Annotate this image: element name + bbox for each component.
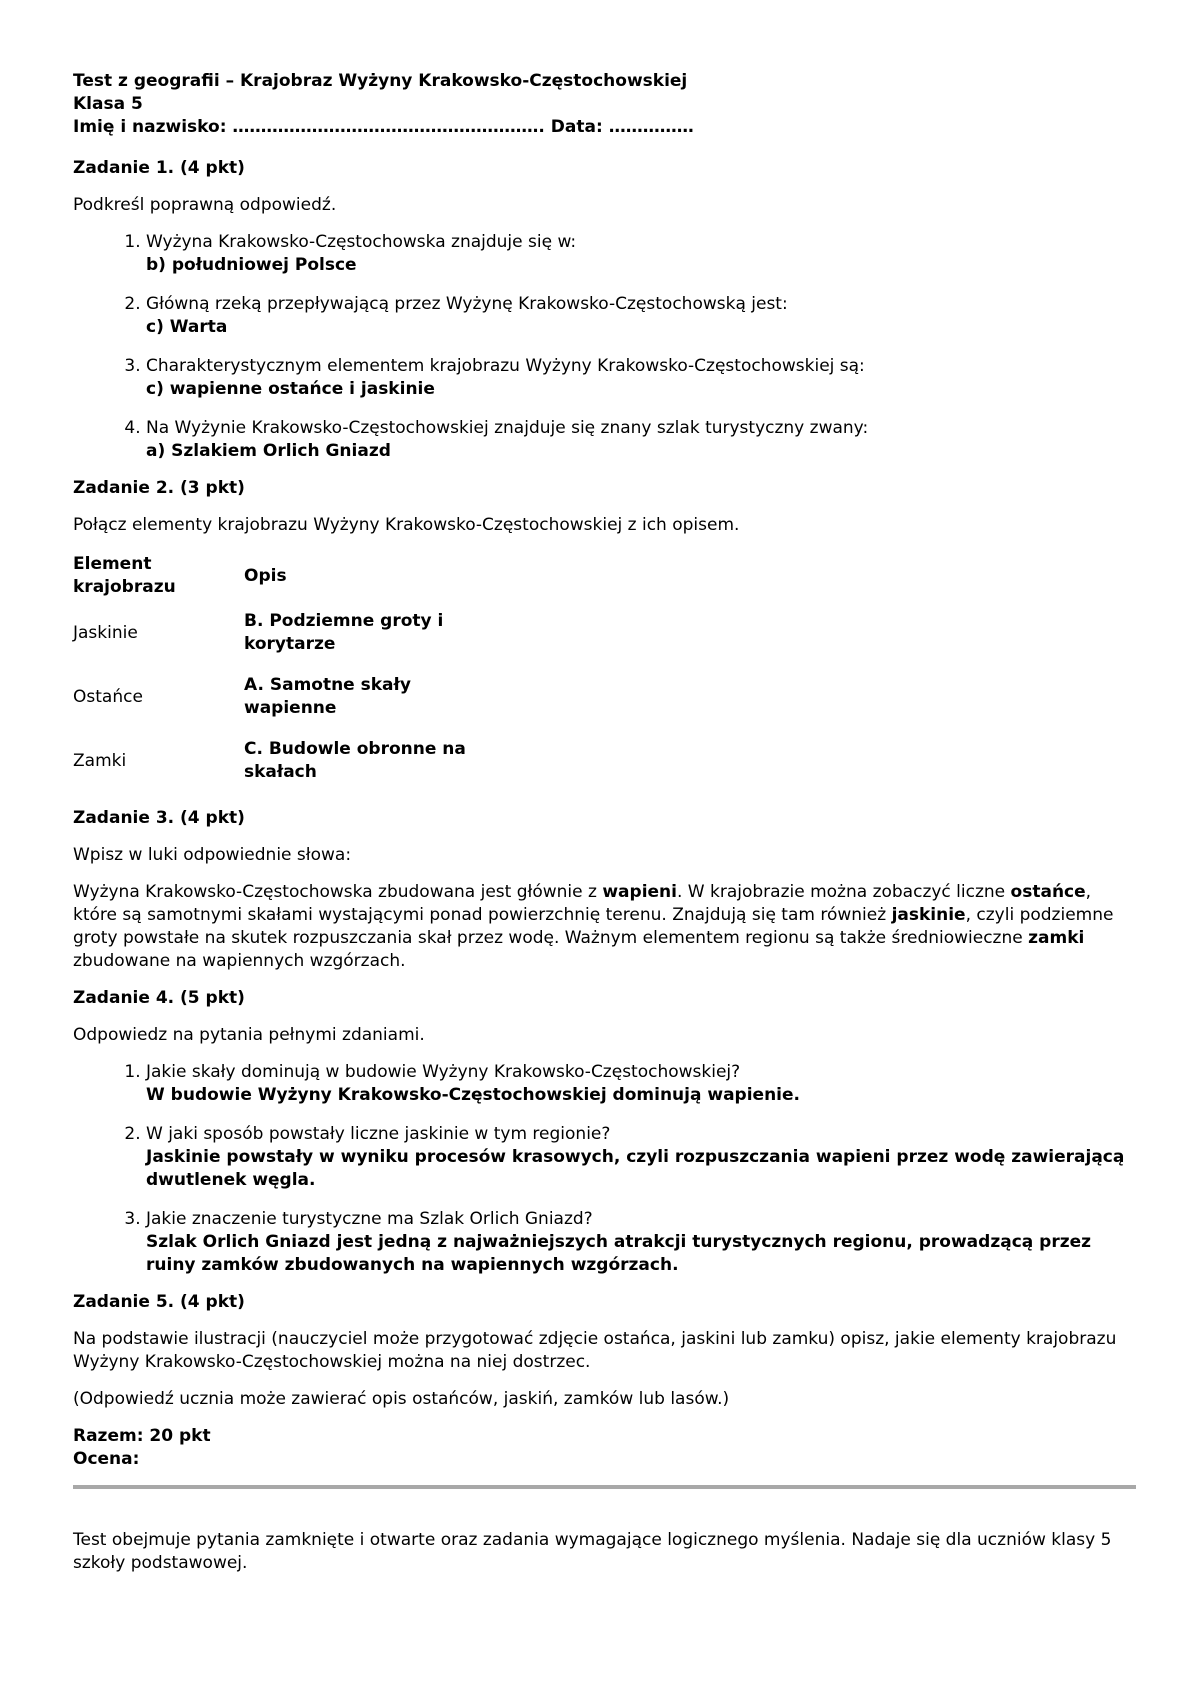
list-item: [146, 293, 1136, 339]
table-cell-element: Zamki: [73, 750, 127, 771]
task4-instruction: Odpowiedz na pytania pełnymi zdaniami.: [73, 1025, 425, 1045]
table-cell-description: C. Budowle obronne na skałach: [244, 739, 466, 782]
task1-instruction: Podkreśl poprawną odpowiedź.: [73, 195, 337, 215]
task4-answer-2: Jaskinie powstały w wyniku procesów krasowych, czyli rozpuszczania wapieni przez wodę zawierającą dwutlenek węgla.: [146, 1147, 1125, 1190]
cloze-text-part: zbudowane na wapiennych wzgórzach.: [73, 951, 406, 971]
task1-question-4: 4. Na Wyżynie Krakowsko-Częstochowskiej znajduje się znany szlak turystyczny zwany:: [146, 418, 869, 438]
horizontal-divider: [73, 1485, 1136, 1489]
task3-heading: Zadanie 3. (4 pkt): [73, 808, 245, 828]
task1-list: [73, 231, 1136, 463]
cloze-text-part: , czyli podziemne groty powstałe na skutek rozpuszczania skał przez wodę. Ważnym elementem regionu są także średniowieczne: [73, 905, 1114, 948]
list-item: [146, 1061, 1136, 1107]
total-points: Razem: 20 pkt: [73, 1426, 211, 1446]
score-summary: [73, 1425, 1136, 1471]
task3-instruction: Wpisz w luki odpowiednie słowa:: [73, 845, 352, 865]
task4-question-2: 2. W jaki sposób powstały liczne jaskinie w tym regionie?: [146, 1124, 611, 1144]
list-item: [146, 1208, 1136, 1277]
table-row: [71, 729, 486, 793]
list-item: [146, 355, 1136, 401]
cloze-text-part: . W krajobrazie można zobaczyć liczne: [676, 882, 1011, 902]
grade-label: Ocena:: [73, 1449, 140, 1469]
column-header-description: Opis: [244, 565, 287, 586]
matching-table: [71, 551, 486, 793]
footer-note: Test obejmuje pytania zamknięte i otwarte oraz zadania wymagające logicznego myślenia. Nadaje się dla uczniów klasy 5 szkoły podstawowej.: [73, 1530, 1112, 1573]
task2-heading: Zadanie 2. (3 pkt): [73, 478, 245, 498]
table-cell-description: B. Podziemne groty i korytarze: [244, 611, 444, 654]
task1-question-2: 2. Główną rzeką przepływającą przez Wyżynę Krakowsko-Częstochowską jest:: [146, 294, 788, 314]
class-label: Klasa 5: [73, 94, 143, 114]
table-row: [71, 601, 486, 665]
list-item: [146, 417, 1136, 463]
task4-answer-3: Szlak Orlich Gniazd jest jedną z najważniejszych atrakcji turystycznych regionu, prowadzącą przez ruiny zamków zbudowanych na wapiennych wzgórzach.: [146, 1232, 1092, 1275]
table-cell-description: A. Samotne skały wapienne: [244, 675, 411, 718]
table-cell-element: Jaskinie: [73, 622, 138, 643]
task1-answer-4: a) Szlakiem Orlich Gniazd: [146, 441, 391, 461]
task1-question-3: 3. Charakterystycznym elementem krajobrazu Wyżyny Krakowsko-Częstochowskiej są:: [146, 356, 865, 376]
table-header-row: [71, 551, 486, 601]
cloze-text-part: Wyżyna Krakowsko-Częstochowska zbudowana jest głównie z: [73, 882, 603, 902]
task1-answer-3: c) wapienne ostańce i jaskinie: [146, 379, 435, 399]
column-header-element: Element krajobrazu: [73, 554, 176, 597]
cloze-answer-wapieni: wapieni: [602, 882, 677, 902]
task5-note: (Odpowiedź ucznia może zawierać opis ostańców, jaskiń, zamków lub lasów.): [73, 1389, 730, 1409]
list-item: [146, 231, 1136, 277]
task5-instruction: Na podstawie ilustracji (nauczyciel może przygotować zdjęcie ostańca, jaskini lub zamku) opisz, jakie elementy krajobrazu Wyżyny Krakowsko-Częstochowskiej można na niej dostrzec.: [73, 1329, 1117, 1372]
task2-instruction: Połącz elementy krajobrazu Wyżyny Krakowsko-Częstochowskiej z ich opisem.: [73, 515, 740, 535]
task3-cloze-text: [73, 881, 1136, 973]
task1-question-1: 1. Wyżyna Krakowsko-Częstochowska znajduje się w:: [146, 232, 577, 252]
task1-answer-1: b) południowej Polsce: [146, 255, 357, 275]
test-title: Test z geografii – Krajobraz Wyżyny Krakowsko-Częstochowskiej: [73, 71, 688, 91]
task1-answer-2: c) Warta: [146, 317, 228, 337]
task4-heading: Zadanie 4. (5 pkt): [73, 988, 245, 1008]
list-item: [146, 1123, 1136, 1192]
task4-question-3: 3. Jakie znaczenie turystyczne ma Szlak Orlich Gniazd?: [146, 1209, 593, 1229]
table-row: [71, 665, 486, 729]
cloze-answer-jaskinie: jaskinie: [891, 905, 966, 925]
cloze-answer-ostance: ostańce: [1010, 882, 1086, 902]
name-date-line: Imię i nazwisko: ………………………………………………. Data: ……………: [73, 117, 694, 137]
task5-heading: Zadanie 5. (4 pkt): [73, 1292, 245, 1312]
cloze-answer-zamki: zamki: [1028, 928, 1085, 948]
task4-answer-1: W budowie Wyżyny Krakowsko-Częstochowskiej dominują wapienie.: [146, 1085, 800, 1105]
test-header: [73, 70, 1136, 139]
task1-heading: Zadanie 1. (4 pkt): [73, 158, 245, 178]
cloze-text-part: , które są samotnymi skałami wystającymi ponad powierzchnię terenu. Znajdują się tam również: [73, 882, 1092, 925]
task4-list: [73, 1061, 1136, 1277]
table-cell-element: Ostańce: [73, 686, 143, 707]
task4-question-1: 1. Jakie skały dominują w budowie Wyżyny Krakowsko-Częstochowskiej?: [146, 1062, 741, 1082]
